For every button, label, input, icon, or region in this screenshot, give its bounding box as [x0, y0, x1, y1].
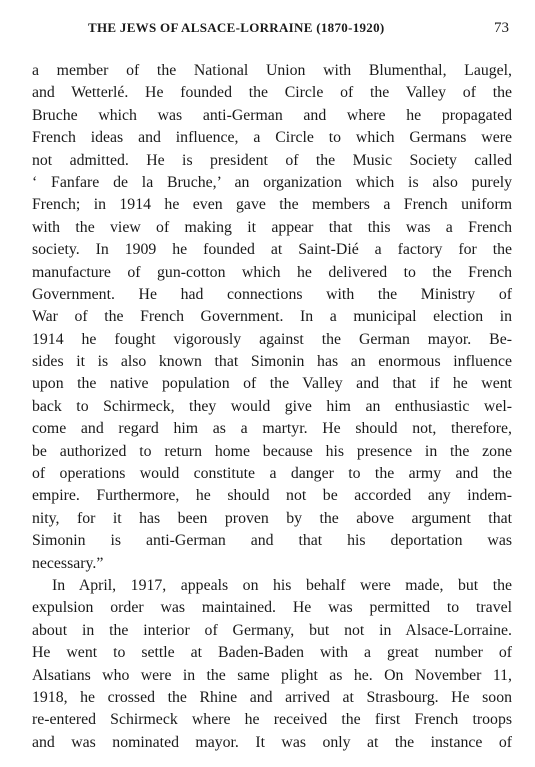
- text-line: not admitted. He is president of the Music Society called: [32, 151, 512, 169]
- body-text: [32, 60, 512, 754]
- text-line: and Wetterlé. He founded the Circle of the Valley of the: [32, 84, 512, 102]
- text-line: sides it is also known that Simonin has an enormous influence: [32, 353, 512, 371]
- text-line: a member of the National Union with Blumenthal, Laugel,: [32, 62, 512, 79]
- text-line: expulsion order was maintained. He was permitted to travel: [32, 599, 512, 617]
- text-line: of operations would constitute a danger to the army and the: [32, 465, 512, 483]
- text-line: 1918, he crossed the Rhine and arrived at Strasbourg. He soon: [32, 688, 512, 706]
- text-line: French ideas and influence, a Circle to which Germans were: [32, 129, 512, 147]
- text-line: necessary.”: [32, 554, 104, 572]
- text-line: come and regard him as a martyr. He should not, therefore,: [32, 420, 512, 438]
- text-line: War of the French Government. In a municipal election in: [32, 308, 512, 326]
- text-line: Bruche which was anti-German and where he propagated: [32, 106, 512, 124]
- text-line: Government. He had connections with the Ministry of: [32, 285, 512, 303]
- text-line: nity, for it has been proven by the above argument that: [32, 509, 512, 527]
- text-line: and was nominated mayor. It was only at the instance of: [32, 733, 512, 751]
- text-line: about in the interior of Germany, but not in Alsace-Lorraine.: [32, 621, 512, 639]
- text-line: with the view of making it appear that this was a French: [32, 218, 512, 236]
- paragraph-april-1917: [32, 575, 512, 754]
- text-line: manufacture of gun-cotton which he delivered to the French: [32, 263, 512, 281]
- text-line: Alsatians who were in the same plight as he. On November 11,: [32, 666, 512, 684]
- text-line: society. In 1909 he founded at Saint-Dié a factory for the: [32, 241, 512, 259]
- text-line: be authorized to return home because his presence in the zone: [32, 442, 512, 460]
- text-line: 1914 he fought vigorously against the German mayor. Be-: [32, 330, 512, 348]
- text-line: upon the native population of the Valley and that if he went: [32, 375, 512, 393]
- text-line: ‘ Fanfare de la Bruche,’ an organization which is also purely: [32, 173, 512, 191]
- text-line: Simonin is anti-German and that his deportation was: [32, 532, 512, 550]
- text-line: In April, 1917, appeals on his behalf were made, but the: [52, 576, 512, 594]
- page-number: 73: [494, 20, 509, 36]
- text-line: back to Schirmeck, they would give him an enthusiastic wel-: [32, 397, 512, 415]
- text-line: re-entered Schirmeck where he received the first French troops: [32, 711, 512, 729]
- running-head: THE JEWS OF ALSACE-LORRAINE (1870-1920): [88, 20, 385, 35]
- paragraph-continued: [32, 60, 512, 575]
- page-header: [0, 20, 535, 44]
- text-line: He went to settle at Baden-Baden with a great number of: [32, 644, 512, 662]
- text-line: French; in 1914 he even gave the members a French uniform: [32, 196, 512, 214]
- text-line: empire. Furthermore, he should not be accorded any indem-: [32, 487, 512, 505]
